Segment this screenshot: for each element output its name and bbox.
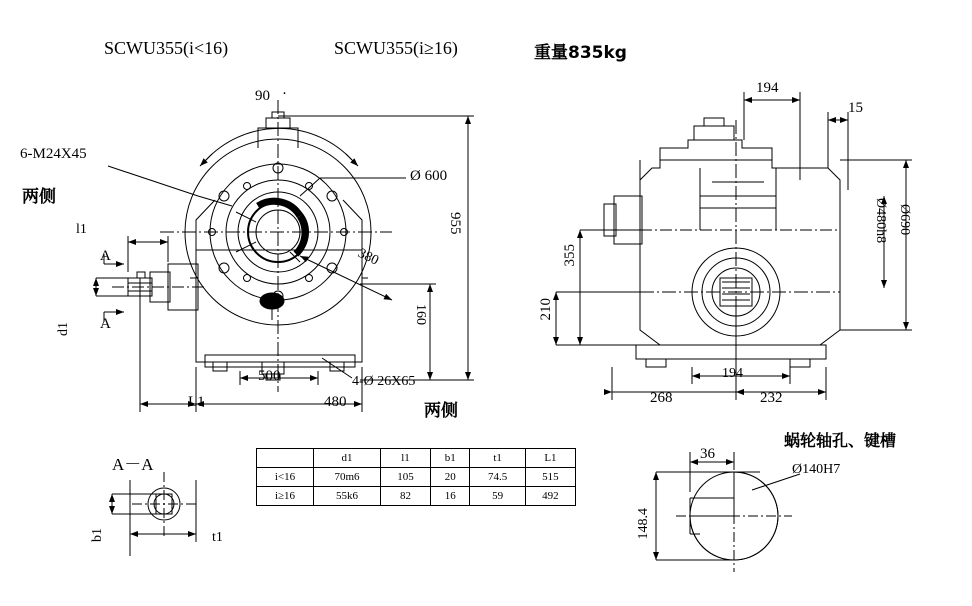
spec-table xyxy=(256,448,576,506)
both-sides-label-2: 两侧 xyxy=(424,401,458,421)
dim-194-bottom-label: 194 xyxy=(722,366,743,381)
header-cell-b1: b1 xyxy=(431,449,470,468)
bore-keyway-caption: 蜗轮轴孔、键槽 xyxy=(784,431,897,450)
dim-l1-label: l1 xyxy=(76,222,87,237)
header-cell-t1: t1 xyxy=(470,449,526,468)
dim-480-label: 480 xyxy=(324,394,347,410)
section-b1-label: b1 xyxy=(90,528,105,542)
dim-15-label: 15 xyxy=(848,100,863,116)
cell-b1: 16 xyxy=(431,487,470,506)
header-cell-l1: l1 xyxy=(380,449,430,468)
angle-90-label: 90 xyxy=(255,88,270,104)
bore-dia-140h7-label: Ø140H7 xyxy=(792,462,841,477)
dim-210-label: 210 xyxy=(538,298,554,321)
slot-note-label: 4-Ø 26X65 xyxy=(352,374,416,389)
section-t1-label: t1 xyxy=(212,530,223,545)
title-left: SCWU355(i<16) xyxy=(104,38,229,58)
table-header-row xyxy=(257,449,576,468)
dim-160-label: 160 xyxy=(413,304,428,325)
dim-500-label: 500 xyxy=(258,368,281,384)
dia-480h8-label: Ø480h8 xyxy=(873,198,888,244)
header-cell-blank xyxy=(257,449,314,468)
row-label: i≥16 xyxy=(257,487,314,506)
header-cell-d1: d1 xyxy=(314,449,381,468)
cell-L1: 492 xyxy=(525,487,575,506)
cell-d1: 70m6 xyxy=(314,468,381,487)
cell-b1: 20 xyxy=(431,468,470,487)
cell-L1: 515 xyxy=(525,468,575,487)
table-row xyxy=(257,468,576,487)
both-sides-label-1: 两侧 xyxy=(22,187,56,207)
section-aa-label: A－A xyxy=(112,455,154,474)
cell-t1: 59 xyxy=(470,487,526,506)
dim-L1-label: L1 xyxy=(188,394,205,410)
dim-194-top-label: 194 xyxy=(756,80,779,96)
height-955-label: 955 xyxy=(447,212,463,235)
angle-degree-icon: · xyxy=(282,86,287,102)
table-row xyxy=(257,487,576,506)
cell-d1: 55k6 xyxy=(314,487,381,506)
title-middle: SCWU355(i≥16) xyxy=(334,38,458,58)
cell-t1: 74.5 xyxy=(470,468,526,487)
row-label: i<16 xyxy=(257,468,314,487)
title-weight: 重量835kg xyxy=(534,43,627,63)
dia-600-label: Ø 600 xyxy=(410,168,448,184)
dia-690-label: Ø690 xyxy=(897,204,912,236)
pcd-380-label: 380 xyxy=(355,246,381,269)
bolt-note-label: 6-M24X45 xyxy=(20,146,87,162)
bore-dim-148-label: 148.4 xyxy=(636,508,651,540)
section-mark-a-bottom: A xyxy=(100,316,111,332)
dim-d1-label: d1 xyxy=(56,322,71,336)
dim-232-label: 232 xyxy=(760,390,783,406)
cell-l1: 105 xyxy=(380,468,430,487)
section-mark-a-top: A xyxy=(100,248,111,264)
dim-268-label: 268 xyxy=(650,390,673,406)
header-cell-L1: L1 xyxy=(525,449,575,468)
cell-l1: 82 xyxy=(380,487,430,506)
bore-dim-36-label: 36 xyxy=(700,446,715,462)
dim-355-label: 355 xyxy=(562,244,578,267)
